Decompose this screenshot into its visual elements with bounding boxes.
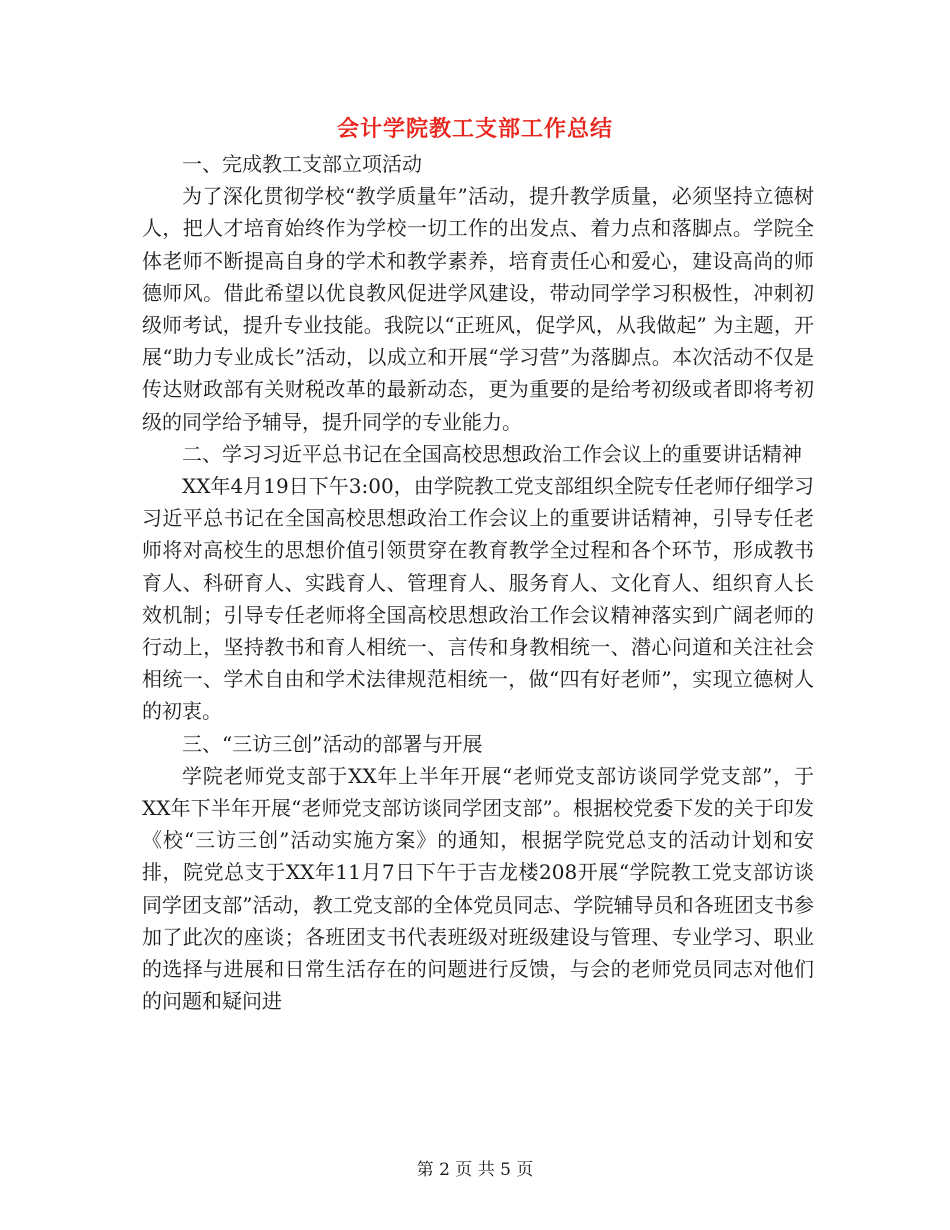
section-heading-2: 二、学习习近平总书记在全国高校思想政治工作会议上的重要讲话精神 (182, 441, 802, 466)
section-heading-3: 三、“三访三创”活动的部署与开展 (182, 731, 483, 756)
body-paragraph-2: XX年4月19日下午3:00，由学院教工党支部组织全院专任老师仔细学习习近平总书记在全国高校思想政治工作会议上的重要讲话精神，引导专任老师将对高校生的思想价值引领贯穿在教育教学全过程和各个环节，形成教书育人、科研育人、实践育人、管理育人、服务育人、文化育人、组织育人长效机制；引导专任老师将全国高校思想政治工作会议精神落实到广阔老师的行动上，坚持教书和育人相统一、言传和身教相统一、潜心问道和关注社会相统一、学术自由和学术法律规范相统一，做“四有好老师”，实现立德树人的初衷。 (142, 474, 814, 724)
document-body (142, 148, 814, 1017)
body-paragraph-3: 学院老师党支部于XX年上半年开展“老师党支部访谈同学党支部”，于XX年下半年开展“老师党支部访谈同学团支部”。根据校党委下发的关于印发《校“三访三创”活动实施方案》的通知，根据学院党总支的活动计划和安排，院党总支于XX年11月7日下午于吉龙楼208开展“学院教工党支部访谈同学团支部”活动，教工党支部的全体党员同志、学院辅导员和各班团支书参加了此次的座谈；各班团支书代表班级对班级建设与管理、专业学习、职业的选择与进展和日常生活存在的问题进行反馈，与会的老师党员同志对他们的问题和疑问进 (142, 763, 814, 1014)
document-title: 会计学院教工支部工作总结 (336, 116, 613, 142)
body-paragraph-1: 为了深化贯彻学校“教学质量年”活动，提升教学质量，必须坚持立德树人，把人才培育始终作为学校一切工作的出发点、着力点和落脚点。学院全体老师不断提高自身的学术和教学素养，培育责任心和爱心，建设高尚的师德师风。借此希望以优良教风促进学风建设，带动同学学习积极性，冲刺初级师考试，提升专业技能。我院以“正班风，促学风，从我做起” 为主题，开展“助力专业成长”活动，以成立和开展“学习营”为落脚点。本次活动不仅是传达财政部有关财税改革的最新动态，更为重要的是给考初级或者即将考初级的同学给予辅导，提升同学的专业能力。 (142, 184, 814, 434)
page-number-footer: 第 2 页 共 5 页 (416, 1160, 534, 1180)
section-heading-1: 一、完成教工支部立项活动 (182, 152, 422, 176)
